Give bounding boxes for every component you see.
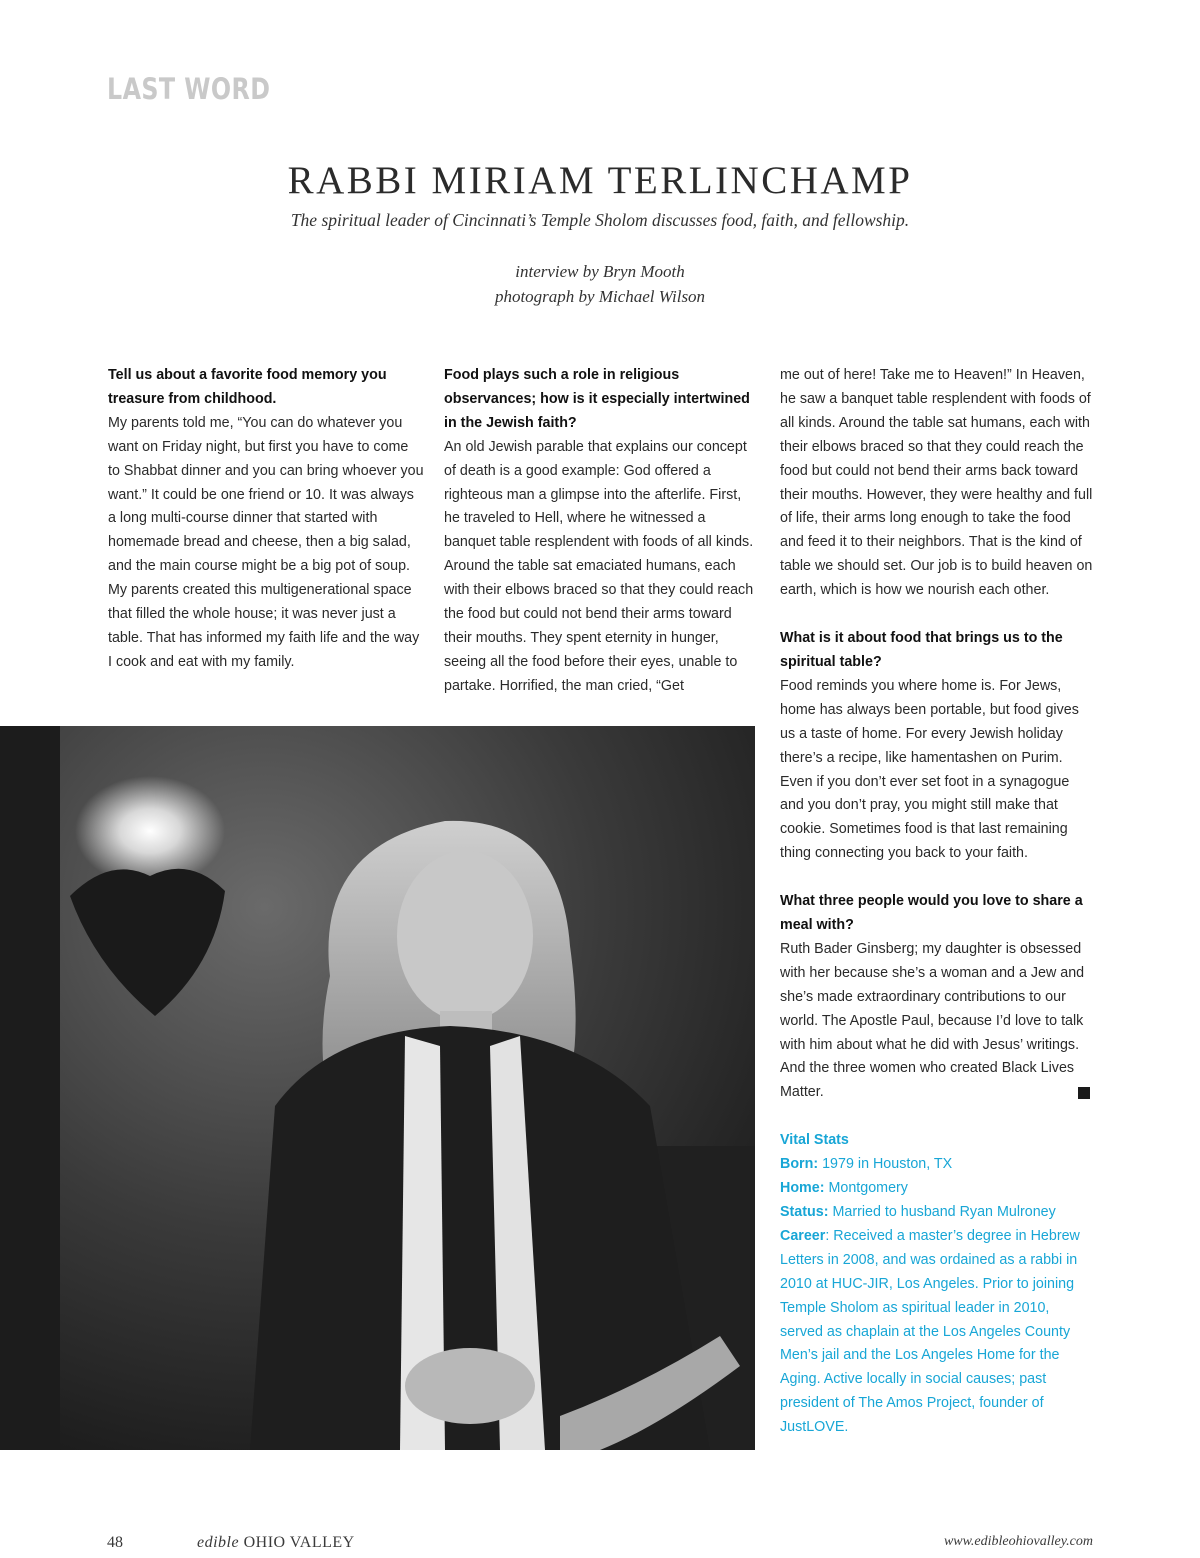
- end-mark: [1078, 1087, 1090, 1099]
- page-number: 48: [107, 1534, 123, 1551]
- section-label: LAST WORD: [107, 72, 271, 106]
- status-value: Married to husband Ryan Mulroney: [832, 1204, 1056, 1220]
- answer-4-text: Ruth Bader Ginsberg; my daughter is obsessed with her because she’s a woman and a Jew and she’s made extraordinary contributions to our world. The Apostle Paul, because I’d love to talk with him about what he did with Jesus’ writings. And the three women who created Black Lives Matter.: [780, 940, 1085, 1101]
- article-subtitle: The spiritual leader of Cincinnati’s Temple Sholom discusses food, faith, and fellowship.: [290, 210, 910, 230]
- article-title: RABBI MIRIAM TERLINCHAMP: [287, 159, 913, 202]
- born-value: 1979 in Houston, TX: [822, 1156, 953, 1173]
- question-4: What three people would you love to share a meal with?: [780, 893, 1083, 934]
- career-value: : Received a master’s degree in Hebrew Letters in 2008, and was ordained as a rabbi in 2010 at HUC-JIR, Los Angeles. Prior to joining Temple Sholom as spiritual leader in 2010, served as chaplain at the Los Angeles County Men’s jail and the Los Angeles Home for the Aging. Active locally in social causes; past president of The Amos Project, founder of JustLOVE.: [780, 1227, 1080, 1436]
- answer-2-part-2: me out of here! Take me to Heaven!” In Heaven, he saw a banquet table resplendent with foods of all kinds. Around the table sat humans, each with their elbows braced so that they could reach the food but could not bend their arms back toward their mouths. However, they were healthy and full of life, their arms long enough to take the food and feed it to their neighbors. That is the kind of table we should set. Our job is to build heaven on earth, which is how we nourish each other.: [780, 367, 1093, 599]
- question-3: What is it about food that brings us to the spiritual table?: [780, 630, 1063, 670]
- vital-stats-heading: Vital Stats: [780, 1132, 849, 1149]
- answer-2-part-1: An old Jewish parable that explains our concept of death is a good example: God offered a righteous man a glimpse into the afterlife. First, he traveled to Hell, where he witnessed a banquet table resplendent with foods of all kinds. Around the table sat emaciated humans, each with their elbows braced so that they could reach the food but could not bend their arms toward their mouths. They spent eternity in hunger, seeing all the food before their eyes, unable to partake. Horrified, the man cried, “Get: [444, 438, 754, 694]
- question-2: Food plays such a role in religious observances; how is it especially intertwined in the Jewish faith?: [444, 367, 750, 431]
- magazine-name: [197, 1534, 355, 1552]
- interview-credit: interview by Bryn Mooth: [515, 262, 685, 281]
- photo-credit: photograph by Michael Wilson: [494, 287, 706, 306]
- magazine-name-italic: edible: [197, 1534, 240, 1551]
- website-url: www.edibleohiovalley.com: [943, 1534, 1093, 1549]
- column-3: [780, 364, 1096, 1440]
- career-label: Career: [780, 1227, 826, 1244]
- answer-1: My parents told me, “You can do whatever you want on Friday night, but first you have to come to Shabbat dinner and you can bring whoever you want.” It could be one friend or 10. It was always a long multi-course dinner that started with homemade bread and cheese, then a big salad, and the main course might be a big pot of soup. My parents created this multigenerational space that filled the whole house; it was never just a table. That has informed my faith life and the way I cook and eat with my family.: [108, 414, 424, 670]
- portrait-illustration: [0, 726, 755, 1450]
- vital-home: [780, 1177, 1096, 1201]
- question-1: Tell us about a favorite food memory you treasure from childhood.: [108, 367, 387, 407]
- magazine-name-rest: OHIO VALLEY: [243, 1534, 355, 1551]
- vital-stats: [780, 1129, 1096, 1440]
- portrait-photo: [0, 726, 755, 1450]
- born-label: Born:: [780, 1156, 819, 1173]
- credits: [0, 259, 1200, 309]
- status-label: Status:: [780, 1204, 829, 1220]
- home-label: Home:: [780, 1180, 825, 1197]
- answer-4: [780, 938, 1096, 1105]
- vital-status: [780, 1201, 1096, 1225]
- home-value: Montgomery: [828, 1180, 908, 1197]
- vital-career: [780, 1225, 1096, 1440]
- column-1: [108, 364, 424, 675]
- column-2: [444, 364, 756, 699]
- vital-born: [780, 1153, 1096, 1177]
- answer-3: Food reminds you where home is. For Jews, home has always been portable, but food gives us a taste of home. For every Jewish holiday there’s a recipe, like hamentashen on Purim. Even if you don’t ever set foot in a synagogue and you don’t pray, you might still make that cookie. Sometimes food is that last remaining thing connecting you back to your faith.: [780, 677, 1079, 862]
